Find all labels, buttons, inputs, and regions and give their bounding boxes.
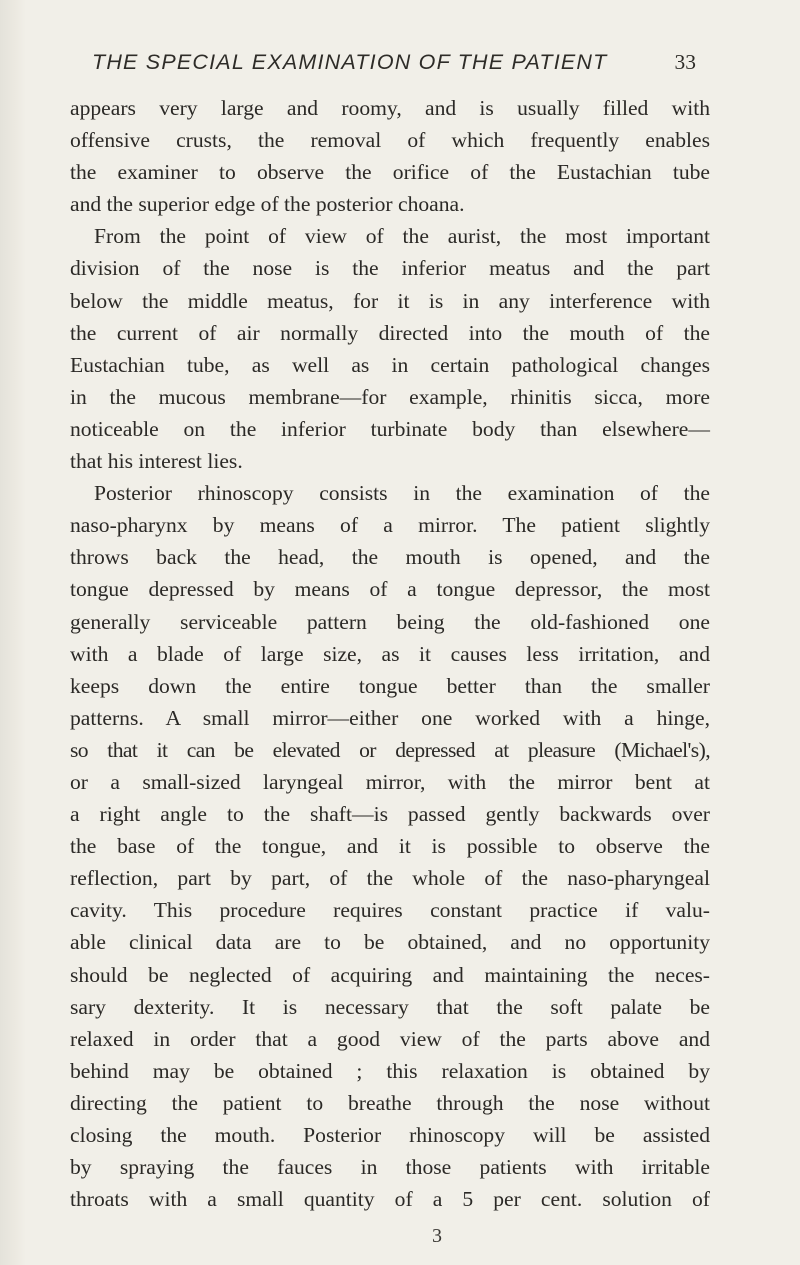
signature-mark: 3 — [432, 1225, 442, 1247]
text-line: closing the mouth. Posterior rhinoscopy will be assisted — [70, 1123, 710, 1147]
text-line: Eustachian tube, as well as in certain pathological changes — [70, 352, 710, 377]
text-line: appears very large and roomy, and is usually filled with — [70, 96, 710, 120]
text-line: generally serviceable pattern being the old-fashioned one — [70, 609, 710, 634]
text-line: cavity. This procedure requires constant practice if valu- — [70, 898, 710, 923]
text-line: that his interest lies. — [70, 449, 243, 474]
text-line: a right angle to the shaft—is passed gently backwards over — [70, 802, 710, 827]
page-gutter-shadow — [0, 0, 26, 1265]
text-line: directing the patient to breathe through the nose without — [70, 1090, 710, 1115]
body-text — [70, 92, 710, 1215]
text-line: From the point of view of the aurist, the most important — [94, 224, 710, 249]
text-line: below the middle meatus, for it is in any interference with — [70, 288, 710, 313]
text-line: noticeable on the inferior turbinate body than elsewhere— — [70, 416, 710, 441]
text-line: with a blade of large size, as it causes less irritation, and — [70, 641, 710, 666]
page-number: 33 — [674, 50, 696, 74]
text-line: tongue depressed by means of a tongue depressor, the most — [70, 577, 710, 602]
text-line: and the superior edge of the posterior choana. — [70, 192, 465, 217]
text-line: in the mucous membrane—for example, rhinitis sicca, more — [70, 384, 710, 409]
text-line: throats with a small quantity of a 5 per cent. solution of — [70, 1187, 710, 1212]
text-line: naso-pharynx by means of a mirror. The patient slightly — [70, 513, 710, 538]
text-line: by spraying the fauces in those patients with irritable — [70, 1155, 710, 1180]
text-line: keeps down the entire tongue better than the smaller — [70, 673, 710, 698]
text-line: the current of air normally directed into the mouth of the — [70, 320, 710, 345]
text-line: reflection, part by part, of the whole of the naso-pharyngeal — [70, 866, 710, 891]
text-line: behind may be obtained ; this relaxation is obtained by — [70, 1058, 710, 1083]
text-line: able clinical data are to be obtained, and no opportunity — [70, 930, 710, 955]
text-line: division of the nose is the inferior meatus and the part — [70, 256, 710, 281]
text-line: offensive crusts, the removal of which frequently enables — [70, 128, 710, 153]
text-line: Posterior rhinoscopy consists in the examination of the — [94, 481, 710, 506]
text-line: the base of the tongue, and it is possible to observe the — [70, 834, 710, 859]
text-line: so that it can be elevated or depressed at pleasure (Michael's), — [70, 737, 710, 762]
running-title: THE SPECIAL EXAMINATION OF THE PATIENT — [92, 50, 608, 74]
text-line: sary dexterity. It is necessary that the soft palate be — [70, 994, 710, 1019]
text-line: throws back the head, the mouth is opened, and the — [70, 545, 710, 570]
text-line: the examiner to observe the orifice of the Eustachian tube — [70, 160, 710, 185]
text-line: relaxed in order that a good view of the parts above and — [70, 1026, 710, 1051]
text-line: or a small-sized laryngeal mirror, with the mirror bent at — [70, 769, 710, 794]
text-line: should be neglected of acquiring and maintaining the neces- — [70, 962, 710, 987]
text-line: patterns. A small mirror—either one worked with a hinge, — [70, 705, 710, 730]
running-head — [92, 50, 696, 86]
